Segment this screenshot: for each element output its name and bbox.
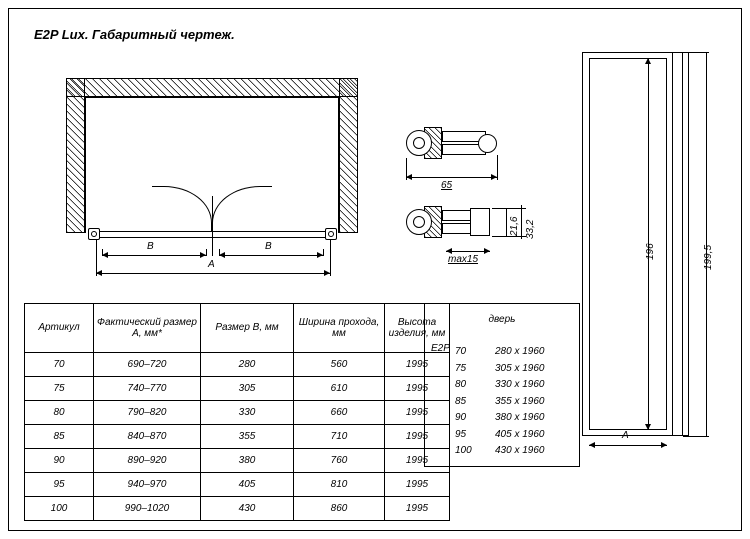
dim-a-side-arrow-end (661, 442, 667, 448)
door-list-box (424, 303, 580, 467)
dim-ext-bottom (492, 236, 526, 237)
dim-196-arrow-top (645, 58, 651, 64)
side-profile-bar (672, 52, 683, 436)
cell-height: 1995 (385, 425, 450, 449)
cell-height: 1995 (385, 401, 450, 425)
dim-a-ext-right (330, 240, 331, 276)
cell-passage: 610 (294, 377, 385, 401)
door-size: 355 x 1960 (495, 395, 545, 407)
list-item (455, 443, 545, 460)
dim-199-5-label: 199,5 (703, 244, 714, 270)
dim-65-label: 65 (441, 180, 453, 191)
dim-196-label: 196 (645, 243, 656, 260)
cell-size-b: 405 (201, 473, 294, 497)
door-size: 380 x 1960 (495, 412, 545, 423)
dim-a-side-label: A (622, 430, 629, 441)
door-list-header: дверь (488, 314, 516, 325)
dim-a-ext-left (96, 240, 97, 276)
wall-hatch-right (339, 78, 358, 233)
cell-size-b: 305 (201, 377, 294, 401)
cell-passage: 560 (294, 353, 385, 377)
table-row (25, 497, 450, 521)
dim-max15-label: max15 (448, 254, 479, 265)
cell-size-a: 990–1020 (94, 497, 201, 521)
list-item (455, 377, 545, 394)
cell-passage: 760 (294, 449, 385, 473)
cell-size-b: 280 (201, 353, 294, 377)
table-row (25, 377, 450, 401)
door-size: 430 x 1960 (495, 445, 545, 456)
door-size: 405 x 1960 (495, 428, 545, 440)
dim-b-left-line (102, 255, 206, 256)
section2-seal-block (470, 208, 490, 236)
cell-article: 80 (25, 401, 94, 425)
col-header-height: Высота изделия, мм (385, 304, 450, 353)
hinge-left-icon (88, 228, 100, 240)
dim-b-right-line (219, 255, 323, 256)
dim-33-2-line (521, 205, 522, 239)
cell-height: 1995 (385, 353, 450, 377)
cell-size-a: 890–920 (94, 449, 201, 473)
door-list-rows (455, 344, 545, 460)
section1-hinge-core (413, 137, 425, 149)
dim-b-left-label: B (147, 241, 154, 252)
dim-a-side-line (589, 445, 667, 446)
section2-hinge-core (413, 216, 425, 228)
table-row (25, 425, 450, 449)
door-code: 80 (455, 379, 467, 390)
section1-end-barrel (478, 134, 497, 153)
door-code: 75 (455, 362, 467, 374)
cell-size-b: 430 (201, 497, 294, 521)
dim-a-label: A (208, 259, 215, 270)
spec-table (24, 303, 450, 521)
dim-a-line (96, 273, 330, 274)
cell-height: 1995 (385, 449, 450, 473)
cell-article: 75 (25, 377, 94, 401)
center-line (212, 196, 213, 256)
col-header-article: Артикул (25, 304, 94, 353)
cell-size-a: 940–970 (94, 473, 201, 497)
cell-article: 70 (25, 353, 94, 377)
cell-size-a: 840–870 (94, 425, 201, 449)
dim-196-arrow-bottom (645, 424, 651, 430)
dim-ext-top (492, 208, 526, 209)
col-header-size-a: Фактический размер A, мм* (94, 304, 201, 353)
table-row (25, 401, 450, 425)
list-item (455, 394, 545, 411)
door-list-prefix: E2P (431, 343, 450, 354)
cell-height: 1995 (385, 377, 450, 401)
dim-65-ext-left (406, 158, 407, 180)
wall-hatch-left (66, 78, 85, 233)
dim-65-line (406, 177, 497, 178)
door-size: 280 x 1960 (495, 346, 545, 357)
door-size: 330 x 1960 (495, 379, 545, 390)
door-code: 90 (455, 412, 467, 423)
list-item (455, 410, 545, 427)
cell-size-a: 690–720 (94, 353, 201, 377)
cell-passage: 860 (294, 497, 385, 521)
door-code: 100 (455, 445, 472, 456)
dim-21-6-label: 21,6 (509, 216, 520, 236)
list-item (455, 361, 545, 378)
dim-21-6-line (506, 208, 507, 236)
dim-b-left-tick-b (206, 249, 207, 256)
wall-hatch-top (66, 78, 358, 97)
page-title: E2P Lux. Габаритный чертеж. (34, 27, 235, 42)
table-row (25, 449, 450, 473)
cell-passage: 810 (294, 473, 385, 497)
cell-article: 100 (25, 497, 94, 521)
cell-size-b: 380 (201, 449, 294, 473)
door-code: 95 (455, 428, 467, 440)
dim-a-side-arrow-start (589, 442, 595, 448)
dim-b-right-tick-a (219, 249, 220, 256)
cell-height: 1995 (385, 497, 450, 521)
cell-height: 1995 (385, 473, 450, 497)
cell-size-b: 330 (201, 401, 294, 425)
door-code: 70 (455, 346, 467, 357)
cell-passage: 660 (294, 401, 385, 425)
dim-b-right-label: B (265, 241, 272, 252)
list-item (455, 427, 545, 444)
dim-199-5-ext-top (683, 52, 709, 53)
cell-article: 90 (25, 449, 94, 473)
cell-size-a: 740–770 (94, 377, 201, 401)
cell-size-b: 355 (201, 425, 294, 449)
door-size: 305 x 1960 (495, 362, 545, 374)
dim-33-2-label: 33,2 (525, 219, 536, 239)
dim-b-right-tick-b (323, 249, 324, 256)
cell-article: 95 (25, 473, 94, 497)
cell-size-a: 790–820 (94, 401, 201, 425)
col-header-passage: Ширина прохода, мм (294, 304, 385, 353)
list-item (455, 344, 545, 361)
table-row (25, 473, 450, 497)
table-row (25, 353, 450, 377)
hinge-right-icon (325, 228, 337, 240)
door-code: 85 (455, 395, 467, 407)
dim-max15-arrow-end (484, 248, 490, 254)
dim-b-left-tick-a (102, 249, 103, 256)
table-header-row (25, 304, 450, 353)
cell-article: 85 (25, 425, 94, 449)
dim-65-ext-right (497, 155, 498, 180)
cell-passage: 710 (294, 425, 385, 449)
col-header-size-b: Размер B, мм (201, 304, 294, 353)
dim-199-5-ext-bottom (683, 436, 709, 437)
